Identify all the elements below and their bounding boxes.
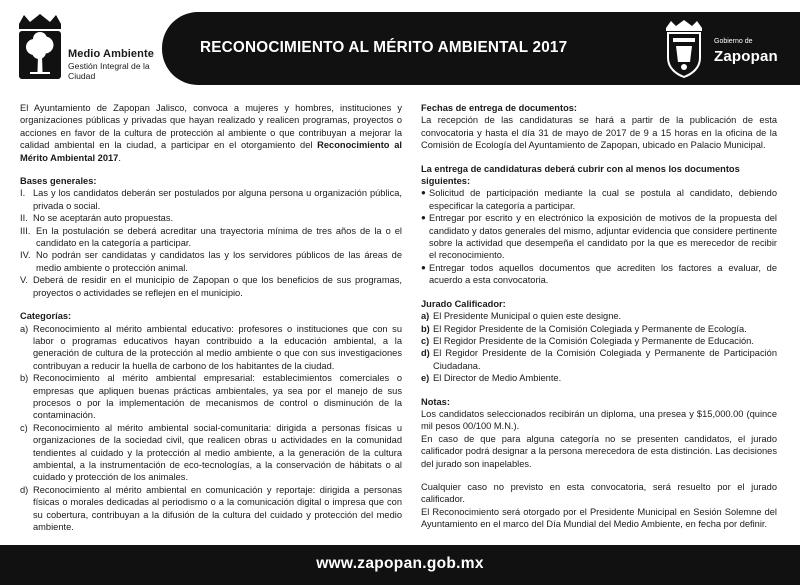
notas-p3: Cualquier caso no previsto en esta convocatoria, será resuelto por el jurado calificador. — [421, 481, 777, 505]
item-marker: a) — [421, 311, 430, 322]
item-marker: d) — [20, 484, 29, 495]
bullet-icon: ● — [421, 262, 426, 272]
list-item — [20, 274, 402, 299]
list-item — [421, 310, 777, 322]
item-marker: e) — [421, 373, 430, 384]
brand-title: Medio Ambiente — [68, 48, 154, 60]
item-marker: b) — [421, 323, 430, 334]
item-marker: II. — [20, 213, 28, 224]
bullet-icon: ● — [421, 188, 426, 198]
intro-text: El Ayuntamiento de Zapopan Jalisco, convoca a mujeres y hombres, instituciones y organizaciones públicas y privadas que hayan realizado y realicen programas, proyectos o acciones en favor de la cultura de protección al ambiente o que contribuyan a mejorar la calidad ambiental en la ciudad, a participar en el otorgamiento del — [20, 103, 402, 151]
item-marker: III. — [20, 225, 31, 236]
website-url: www.zapopan.gob.mx — [316, 555, 484, 572]
item-marker: a) — [20, 323, 29, 334]
brand-text — [68, 48, 176, 81]
item-marker: V. — [20, 275, 28, 286]
item-text: El Presidente Municipal o quien este designe. — [433, 311, 622, 322]
jurado-list — [421, 310, 777, 384]
gov-label-small: Gobierno de — [714, 38, 753, 45]
bases-list — [20, 187, 402, 299]
list-item — [20, 372, 402, 422]
notas-title: Notas: — [421, 396, 450, 407]
list-item — [421, 372, 777, 384]
item-text: El Regidor Presidente de la Comisión Colegiada y Permanente de Ecología. — [433, 323, 747, 334]
entrega-title: La entrega de candidaturas deberá cubrir con al menos los documentos siguientes: — [421, 163, 740, 187]
item-text: Reconocimiento al mérito ambiental social-comunitaria: dirigida a personas físicas u organizaciones de la sociedad civil, que realicen obras u actividades en la comunidad tendientes al cuidado y la protección al medio ambiente, a la generación de la cultura ambiental, a la instrumentación de eco-tecnologías, a la conservación de hábitats o al cuidado y protección de los animales. — [33, 422, 402, 483]
item-text: El Director de Medio Ambiente. — [433, 373, 562, 384]
entrega-list — [421, 187, 777, 286]
item-marker: b) — [20, 373, 29, 384]
gov-label-big: Zapopan — [714, 48, 778, 65]
list-item — [421, 335, 777, 347]
list-item — [20, 422, 402, 484]
notas-p2: En caso de que para alguna categoría no se presenten candidatos, el jurado calificador podrá designar a la persona merecedora de esta distinción. Las decisiones del jurado son inapelables. — [421, 433, 777, 469]
intro-end: . — [118, 152, 121, 163]
item-marker: I. — [20, 188, 26, 199]
intro-paragraph — [20, 102, 402, 164]
categorias-list — [20, 323, 402, 534]
list-item — [421, 323, 777, 335]
item-text: Entregar por escrito y en electrónico la exposición de motivos de la propuesta del candidato y datos generales del mismo, adjuntar evidencia que considere pertinente sobre la actividad que desempeña el candidato por la que es merecedor de recibir el reconocimiento. — [429, 213, 777, 261]
item-text: No podrán ser candidatas y candidatos las y los servidores públicos de las áreas de medio ambiente o protección animal. — [36, 250, 402, 273]
notas-p4: El Reconocimiento será otorgado por el Presidente Municipal en Sesión Solemne del Ayuntamiento en el marco del Día Mundial del Medio Ambiente, en fecha por definir. — [421, 506, 777, 530]
list-item — [20, 187, 402, 212]
item-text: Reconocimiento al mérito ambiental educativo: profesores o instituciones que con su labor o programas educativos hayan contribuido a la educación ambiental, a la generación de cultura de la protección al medio ambiente o que con sus investigaciones contribuyan a reducir la huella de carbono de los habitantes de la ciudad. — [33, 323, 402, 371]
bullet-icon: ● — [421, 213, 426, 223]
item-text: No se aceptarán auto propuestas. — [33, 213, 174, 224]
list-item — [421, 262, 777, 287]
list-item — [20, 323, 402, 373]
intro-bold: Reconocimiento al Mérito Ambiental 2017 — [20, 140, 402, 163]
fechas-text: La recepción de las candidaturas se hará a partir de la publicación de esta convocatoria y hasta el día 31 de mayo de 2017 de 9 a 15 horas en la oficina de la Comisión de Ecología del Ayuntamiento de Zapopan, ubicado en Palacio Municipal. — [421, 115, 777, 151]
list-item — [20, 212, 402, 224]
item-text: El Regidor Presidente de la Comisión Colegiada y Permanente de Participación Ciudadana. — [433, 348, 777, 371]
title-bar — [162, 12, 800, 85]
categorias-title: Categorías: — [20, 311, 72, 322]
notas-p1: Los candidatos seleccionados recibirán un diploma, una presea y $15,000.00 (quince mil pesos 00/100 M.N.). — [421, 408, 777, 432]
item-text: Las y los candidatos deberán ser postulados por alguna persona u organización pública, privada o social. — [33, 188, 402, 211]
crown-tree-logo-icon — [16, 14, 64, 80]
bases-title: Bases generales: — [20, 176, 97, 187]
gobierno-zapopan-logo — [656, 18, 786, 80]
list-item — [421, 187, 777, 212]
page-title: RECONOCIMIENTO AL MÉRITO AMBIENTAL 2017 — [200, 39, 568, 56]
list-item — [20, 249, 402, 274]
item-text: Solicitud de participación mediante la cual se postula al candidato, debiendo especificar la categoría a participar. — [429, 188, 777, 211]
item-text: Reconocimiento al mérito ambiental empresarial: establecimientos comerciales o empresas que apliquen buenas prácticas ambientales, ya sea por el manejo de sus procesos o por la implementación de mecanismos de control o disminución de la contaminación. — [33, 373, 402, 421]
left-column — [20, 102, 402, 533]
item-text: Reconocimiento al mérito ambiental en comunicación y reportaje: dirigida a personas físicas o morales dedicadas al periodismo o a la comunicación digital o impresa que con su cobertura, contribuyan a la difusión de la cultura del cuidado y protección del medio ambiente. — [33, 484, 402, 532]
list-item — [421, 347, 777, 372]
item-marker: c) — [20, 422, 28, 433]
item-text: En la postulación se deberá acreditar una trayectoria mínima de tres años de la o el candidato en la categoría a participar. — [36, 225, 402, 249]
list-item — [20, 225, 402, 250]
brand-subtitle: Gestión Integral de la Ciudad — [68, 61, 150, 81]
item-text: Entregar todos aquellos documentos que acrediten los factores a evaluar, de acuerdo a esta convocatoria. — [429, 262, 777, 286]
zapopan-shield-icon — [660, 18, 708, 80]
medio-ambiente-brand — [16, 14, 176, 82]
fechas-title: Fechas de entrega de documentos: — [421, 103, 578, 113]
right-column — [421, 102, 777, 531]
item-marker: IV. — [20, 250, 31, 261]
item-text: Deberá de residir en el municipio de Zapopan o que los beneficios de sus programas, proyectos o actividades se reflejen en el municipio. — [33, 275, 402, 298]
footer — [0, 545, 800, 585]
item-text: El Regidor Presidente de la Comisión Colegiada y Permanente de Educación. — [433, 335, 754, 346]
item-marker: c) — [421, 335, 430, 346]
list-item — [421, 212, 777, 262]
jurado-title: Jurado Calificador: — [421, 298, 506, 309]
item-marker: d) — [421, 348, 430, 359]
list-item — [20, 484, 402, 534]
header — [0, 0, 800, 88]
